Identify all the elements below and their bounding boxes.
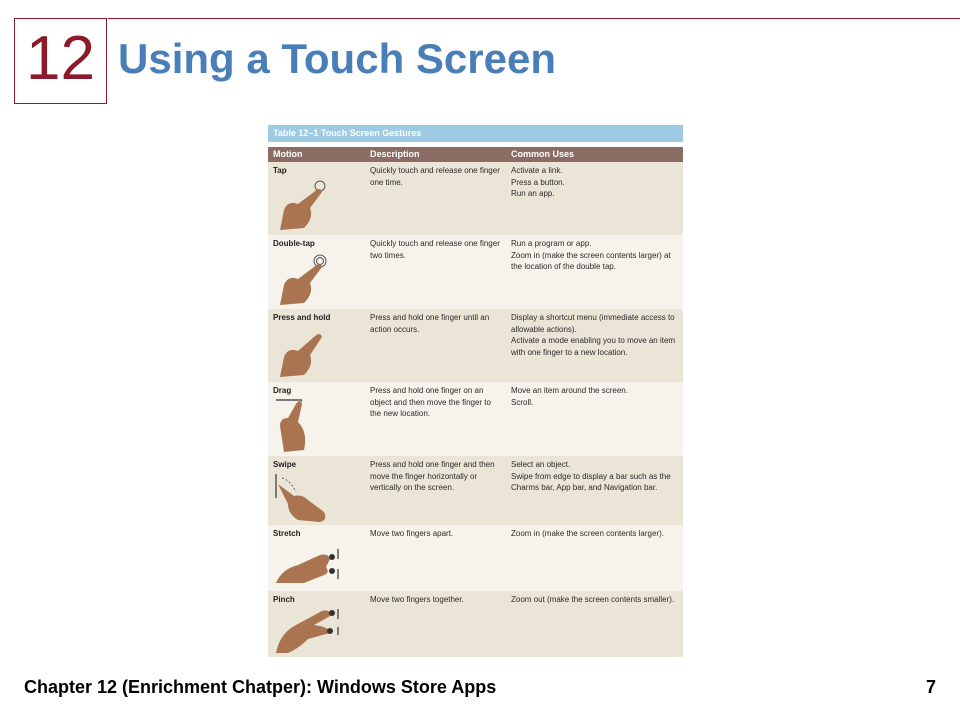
footer-chapter-label: Chapter 12 (Enrichment Chatper): Windows Store Apps [24,677,497,697]
use-item: Run an app. [511,189,555,198]
column-header-common-uses: Common Uses [511,149,575,159]
uses-cell [506,456,683,525]
column-header-description: Description [370,149,420,159]
slide-title: Using a Touch Screen [118,35,556,82]
use-item: Scroll. [511,397,534,407]
use-item: Move an item around the screen. [511,386,628,395]
drag-gesture-icon [274,396,334,454]
description-cell: Move two fingers together. [370,595,464,604]
table-caption: Table 12–1 Touch Screen Gestures [268,125,683,142]
motion-cell: Stretch [273,529,301,538]
header-rule [108,18,960,19]
uses-cell [506,235,683,309]
use-item: Zoom in (make the screen contents larger). [511,529,664,538]
chapter-number: 12 [26,24,95,93]
use-item: Select an object. [511,460,571,469]
uses-cell [506,525,683,591]
table-row [268,162,683,235]
description-cell: Quickly touch and release one finger one time. [370,166,500,187]
description-cell: Move two fingers apart. [370,529,454,538]
uses-cell [506,382,683,456]
table-header-row [268,147,683,162]
uses-cell [506,162,683,235]
description-cell: Quickly touch and release one finger two times. [370,239,500,260]
use-item: Display a shortcut menu (immediate access to allowable actions). [511,313,675,334]
use-item: Swipe from edge to display a bar such as the Charms bar, App bar, and Navigation bar. [511,471,671,492]
tap-gesture-icon [274,178,334,232]
use-item: Run a program or app. [511,239,592,248]
uses-cell [506,591,683,657]
table-row [268,591,683,657]
chapter-number-box [14,18,107,104]
use-item: Press a button. [511,177,565,187]
use-item: Activate a link. [511,166,563,175]
description-cell: Press and hold one finger on an object and then move the finger to the new location. [370,386,491,418]
description-cell: Press and hold one finger until an action occurs. [370,313,490,334]
table-row [268,525,683,591]
table-row [268,382,683,456]
gesture-table [268,125,683,657]
motion-cell: Swipe [273,460,297,469]
motion-cell: Drag [273,386,292,395]
uses-cell [506,309,683,382]
column-header-motion: Motion [273,149,303,159]
swipe-gesture-icon [274,470,334,524]
use-item: Activate a mode enabling you to move an item with one finger to a new location. [511,336,676,357]
table-row [268,235,683,309]
table-row [268,456,683,525]
pinch-gesture-icon [274,605,340,655]
use-item: Zoom out (make the screen contents smaller). [511,595,675,604]
press-hold-gesture-icon [274,327,334,379]
stretch-gesture-icon [274,545,340,587]
description-cell: Press and hold one finger and then move the finger horizontally or vertically on the screen. [370,460,495,492]
page-number: 7 [926,677,937,697]
motion-cell: Tap [273,166,287,175]
double-tap-gesture-icon [274,251,334,307]
motion-cell: Double-tap [273,239,315,248]
table-row [268,309,683,382]
motion-cell: Pinch [273,595,295,604]
motion-cell: Press and hold [273,313,331,322]
use-item: Zoom in (make the screen contents larger) at the location of the double tap. [511,250,671,271]
